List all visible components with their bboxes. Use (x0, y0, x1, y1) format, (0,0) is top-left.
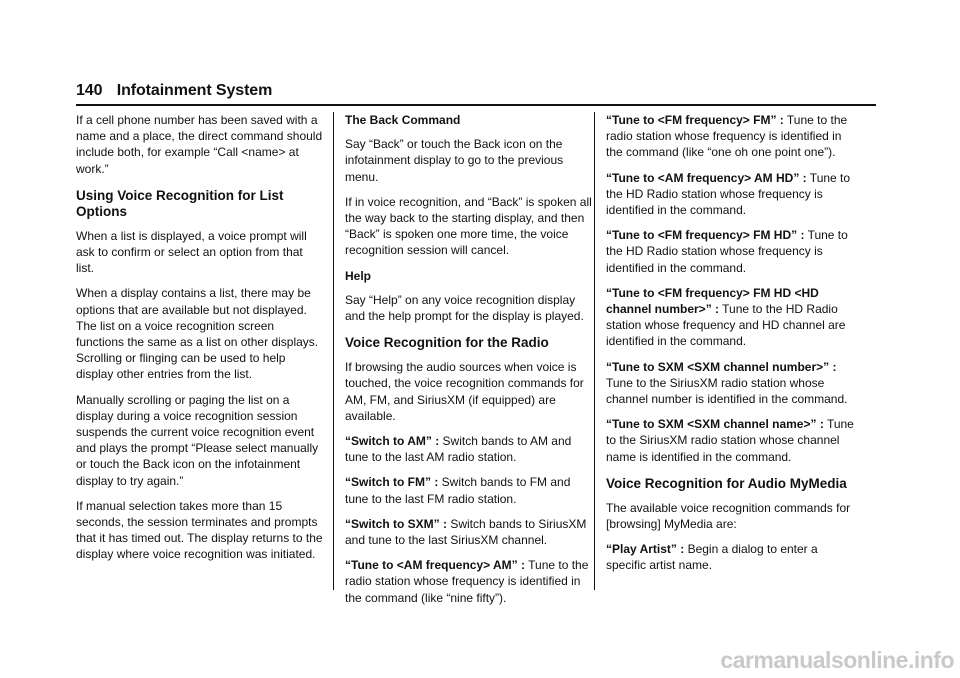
heading-audio-mymedia: Voice Recognition for Audio MyMedia (606, 475, 847, 491)
heading-radio: Voice Recognition for the Radio (345, 335, 549, 351)
command-name: “Tune to <FM frequency> FM HD <HD channel number>” : (606, 285, 819, 317)
command-desc: Tune to the HD Radio station whose frequency is identified in the command. (606, 228, 848, 275)
subheading-back-command: The Back Command (345, 113, 461, 127)
watermark: carmanualsonline.info (720, 647, 954, 673)
command-desc: Tune to the radio station whose frequency is identified in the command (like “nine fifty”). (345, 558, 589, 605)
paragraph: When a display contains a list, there may be options that are available but not displayed. The list on a voice recognition screen functions the same as a list on other displays. Scrolling or flinging can be used to help display other entries from the list. (76, 286, 319, 382)
command-name: “Tune to <AM frequency> AM” : (345, 558, 526, 573)
command-item (606, 112, 854, 161)
command-item (345, 557, 593, 606)
paragraph: Say “Back” or touch the Back icon on the infotainment display to go to the previous menu. (345, 137, 564, 184)
column-divider-1 (333, 112, 334, 590)
command-name: “Switch to FM” : (345, 475, 439, 490)
column-divider-2 (594, 112, 595, 590)
column-1 (76, 112, 324, 572)
command-name: “Tune to SXM <SXM channel name>” : (606, 417, 824, 432)
header-rule (76, 104, 876, 106)
command-desc: Tune to the radio station whose frequency is identified in the command (like “one oh one point one”). (606, 113, 848, 160)
command-name: “Play Artist” : (606, 542, 685, 557)
column-3 (606, 112, 854, 583)
command-item (606, 170, 854, 219)
paragraph: Say “Help” on any voice recognition display and the help prompt for the display is played. (345, 292, 584, 324)
command-name: “Tune to <AM frequency> AM HD” : (606, 170, 807, 185)
command-desc: Switch bands to AM and tune to the last AM radio station. (345, 434, 572, 465)
command-item (606, 541, 854, 573)
paragraph: If in voice recognition, and “Back” is spoken all the way back to the starting display, and then “Back” is spoken one more time, the voice recognition session will cancel. (345, 194, 592, 258)
paragraph: If a cell phone number has been saved with a name and a place, the direct command should include both, for example “Call <name> at work.” (76, 113, 323, 176)
command-name: “Tune to <FM frequency> FM” : (606, 113, 784, 127)
command-desc: Tune to the HD Radio station whose frequency is identified in the command. (606, 170, 851, 218)
page-number: 140 (76, 82, 103, 99)
subheading-help: Help (345, 268, 372, 283)
command-desc: Tune to the SiriusXM radio station whose channel number is identified in the command. (606, 375, 848, 407)
command-name: “Switch to AM” : (345, 434, 440, 449)
command-item (606, 285, 854, 350)
command-item (606, 416, 854, 465)
command-item (345, 516, 593, 548)
command-desc: Tune to the HD Radio station whose frequency and HD channel are identified in the command. (606, 302, 846, 349)
command-item (345, 433, 593, 465)
paragraph: The available voice recognition commands for [browsing] MyMedia are: (606, 500, 851, 532)
command-desc: Switch bands to FM and tune to the last FM radio station. (345, 475, 571, 506)
paragraph: If manual selection takes more than 15 seconds, the session terminates and prompts that it has timed out. The display returns to the display where voice recognition was initiated. (76, 498, 323, 562)
command-desc: Tune to the SiriusXM radio station whose channel name is identified in the command. (606, 417, 854, 464)
heading-list-options: Using Voice Recognition for List Options (76, 187, 284, 219)
paragraph: Manually scrolling or paging the list on a display during a voice recognition session suspends the current voice recognition event and plays the prompt “Please select manually or touch the Back icon on the infotainment display to try again.” (76, 392, 319, 488)
page-header (76, 82, 272, 100)
section-title: Infotainment System (116, 82, 273, 99)
command-desc: Switch bands to SiriusXM and tune to the last SiriusXM channel. (345, 516, 587, 548)
paragraph: If browsing the audio sources when voice is touched, the voice recognition commands for AM, FM, and SiriusXM (if equipped) are available. (345, 360, 584, 423)
command-item (606, 227, 854, 276)
command-desc: Begin a dialog to enter a specific artist name. (606, 542, 818, 573)
command-item (345, 474, 593, 506)
command-name: “Tune to <FM frequency> FM HD” : (606, 228, 805, 243)
command-item (606, 359, 854, 408)
paragraph: When a list is displayed, a voice prompt will ask to confirm or select an option from that list. (76, 228, 307, 276)
command-name: “Switch to SXM” : (345, 516, 447, 531)
column-2 (345, 112, 593, 615)
command-name: “Tune to SXM <SXM channel number>” : (606, 359, 837, 374)
